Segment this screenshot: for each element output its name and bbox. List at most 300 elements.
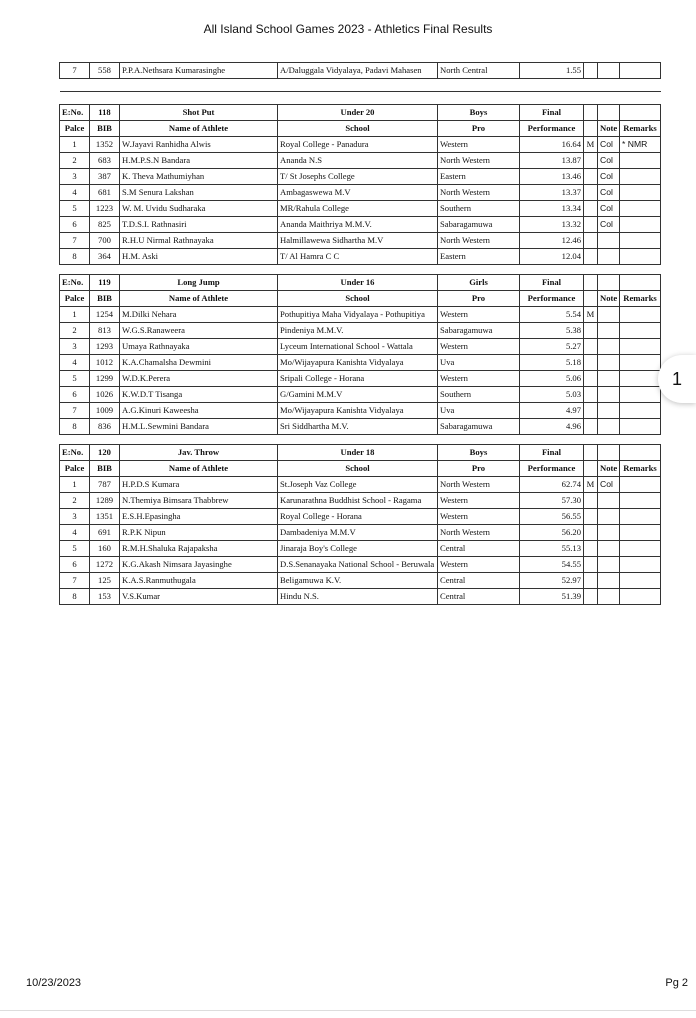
province-cell: Western	[438, 493, 520, 509]
mark-cell	[584, 371, 598, 387]
col-performance-header: Performance	[520, 461, 584, 477]
table-row	[60, 307, 661, 323]
note-cell	[598, 419, 620, 435]
col-performance-header: Performance	[520, 121, 584, 137]
note-cell	[598, 387, 620, 403]
place-cell: 2	[60, 493, 90, 509]
bib-cell: 1223	[90, 201, 120, 217]
bib-cell: 1009	[90, 403, 120, 419]
performance-cell: 13.34	[520, 201, 584, 217]
col-bib-header: BIB	[90, 291, 120, 307]
remarks-cell	[620, 557, 661, 573]
event-name: Shot Put	[120, 105, 278, 121]
mark-cell	[584, 493, 598, 509]
remarks-cell	[620, 201, 661, 217]
bib-cell: 153	[90, 589, 120, 605]
place-cell: 4	[60, 355, 90, 371]
table-row	[60, 573, 661, 589]
school-cell: D.S.Senanayaka National School - Beruwala	[278, 557, 438, 573]
note-cell	[598, 541, 620, 557]
school-cell: Ananda N.S	[278, 153, 438, 169]
province-cell: Eastern	[438, 249, 520, 265]
province-cell: Uva	[438, 403, 520, 419]
performance-cell: 12.46	[520, 233, 584, 249]
blank-cell	[598, 105, 620, 121]
round-label: Final	[520, 275, 584, 291]
mark-cell	[584, 63, 598, 79]
school-cell: Mo/Wijayapura Kanishta Vidyalaya	[278, 355, 438, 371]
mark-cell: M	[584, 477, 598, 493]
bib-cell: 813	[90, 323, 120, 339]
school-cell: Dambadeniya M.M.V	[278, 525, 438, 541]
note-cell	[598, 403, 620, 419]
note-cell	[598, 557, 620, 573]
school-cell: G/Gamini M.M.V	[278, 387, 438, 403]
table-row	[60, 493, 661, 509]
note-cell: Col	[598, 477, 620, 493]
mark-cell	[584, 323, 598, 339]
note-cell	[598, 525, 620, 541]
mark-cell	[584, 169, 598, 185]
blank-cell	[620, 105, 661, 121]
place-cell: 1	[60, 307, 90, 323]
table-row	[60, 419, 661, 435]
performance-cell: 51.39	[520, 589, 584, 605]
table-row	[60, 589, 661, 605]
gender: Girls	[438, 275, 520, 291]
note-cell	[598, 573, 620, 589]
mark-cell: M	[584, 307, 598, 323]
mark-cell	[584, 185, 598, 201]
place-cell: 7	[60, 403, 90, 419]
remarks-cell	[620, 387, 661, 403]
school-cell: Mo/Wijayapura Kanishta Vidyalaya	[278, 403, 438, 419]
event-name: Long Jump	[120, 275, 278, 291]
school-cell: T/ St Josephs College	[278, 169, 438, 185]
performance-cell: 56.20	[520, 525, 584, 541]
col-note-header: Note	[598, 461, 620, 477]
remarks-cell	[620, 419, 661, 435]
mark-cell	[584, 249, 598, 265]
note-cell	[598, 589, 620, 605]
place-cell: 6	[60, 557, 90, 573]
performance-cell: 5.38	[520, 323, 584, 339]
table-row	[60, 403, 661, 419]
place-cell: 1	[60, 137, 90, 153]
remarks-cell	[620, 185, 661, 201]
mark-cell	[584, 509, 598, 525]
remarks-cell	[620, 233, 661, 249]
table-row	[60, 185, 661, 201]
mark-cell	[584, 525, 598, 541]
spacer-row	[60, 79, 661, 92]
province-cell: North Western	[438, 477, 520, 493]
performance-cell: 5.18	[520, 355, 584, 371]
table-row	[60, 477, 661, 493]
divider	[0, 1010, 696, 1011]
performance-cell: 4.97	[520, 403, 584, 419]
remarks-cell	[620, 541, 661, 557]
mark-cell	[584, 573, 598, 589]
performance-cell: 1.55	[520, 63, 584, 79]
mark-cell	[584, 589, 598, 605]
province-cell: North Western	[438, 153, 520, 169]
remarks-cell	[620, 371, 661, 387]
performance-cell: 13.87	[520, 153, 584, 169]
col-remarks-header: Remarks	[620, 461, 661, 477]
col-school-header: School	[278, 291, 438, 307]
performance-cell: 4.96	[520, 419, 584, 435]
school-cell: T/ Al Hamra C C	[278, 249, 438, 265]
table-row	[60, 355, 661, 371]
remarks-cell	[620, 169, 661, 185]
mark-cell	[584, 387, 598, 403]
bib-cell: 1352	[90, 137, 120, 153]
performance-cell: 13.37	[520, 185, 584, 201]
col-name-header: Name of Athlete	[120, 461, 278, 477]
school-cell: Halmillawewa Sidhartha M.V	[278, 233, 438, 249]
col-place-header: Palce	[60, 291, 90, 307]
col-name-header: Name of Athlete	[120, 291, 278, 307]
place-cell: 2	[60, 323, 90, 339]
event-number: 120	[90, 445, 120, 461]
place-cell: 4	[60, 525, 90, 541]
results-table	[59, 62, 661, 605]
province-cell: Central	[438, 541, 520, 557]
province-cell: North Western	[438, 185, 520, 201]
athlete-name-cell: H.M.P.S.N Bandara	[120, 153, 278, 169]
round-label: Final	[520, 445, 584, 461]
province-cell: Central	[438, 573, 520, 589]
province-cell: Eastern	[438, 169, 520, 185]
performance-cell: 5.27	[520, 339, 584, 355]
school-cell: A/Daluggala Vidyalaya, Padavi Mahasen	[278, 63, 438, 79]
performance-cell: 54.55	[520, 557, 584, 573]
col-province-header: Pro	[438, 461, 520, 477]
school-cell: Pothupitiya Maha Vidyalaya - Pothupitiya	[278, 307, 438, 323]
blank-cell	[620, 275, 661, 291]
athlete-name-cell: W.Jayavi Ranhidha Alwis	[120, 137, 278, 153]
event-header-row	[60, 445, 661, 461]
table-row	[60, 323, 661, 339]
province-cell: North Western	[438, 233, 520, 249]
athlete-name-cell: Umaya Rathnayaka	[120, 339, 278, 355]
school-cell: Karunarathna Buddhist School - Ragama	[278, 493, 438, 509]
col-province-header: Pro	[438, 291, 520, 307]
note-cell: Col	[598, 201, 620, 217]
remarks-cell	[620, 355, 661, 371]
remarks-cell	[620, 477, 661, 493]
place-cell: 5	[60, 201, 90, 217]
spacer-row	[60, 435, 661, 445]
remarks-cell	[620, 493, 661, 509]
school-cell: Royal College - Horana	[278, 509, 438, 525]
athlete-name-cell: R.M.H.Shaluka Rajapaksha	[120, 541, 278, 557]
place-cell: 6	[60, 217, 90, 233]
province-cell: Sabaragamuwa	[438, 419, 520, 435]
athlete-name-cell: K.A.Chamalsha Dewmini	[120, 355, 278, 371]
performance-cell: 62.74	[520, 477, 584, 493]
col-bib-header: BIB	[90, 121, 120, 137]
province-cell: Southern	[438, 201, 520, 217]
bib-cell: 1012	[90, 355, 120, 371]
province-cell: North Western	[438, 525, 520, 541]
remarks-cell	[620, 509, 661, 525]
event-number-label: E:No.	[60, 105, 90, 121]
blank-cell	[584, 275, 598, 291]
athlete-name-cell: M.Dilki Nehara	[120, 307, 278, 323]
col-province-header: Pro	[438, 121, 520, 137]
column-header-row	[60, 291, 661, 307]
note-cell	[598, 371, 620, 387]
remarks-cell	[620, 323, 661, 339]
table-row	[60, 217, 661, 233]
bib-cell: 1026	[90, 387, 120, 403]
footer-date: 10/23/2023	[26, 977, 82, 989]
mark-cell: M	[584, 137, 598, 153]
note-cell	[598, 339, 620, 355]
school-cell: Jinaraja Boy's College	[278, 541, 438, 557]
province-cell: North Central	[438, 63, 520, 79]
mark-cell	[584, 153, 598, 169]
place-cell: 4	[60, 185, 90, 201]
bib-cell: 700	[90, 233, 120, 249]
note-cell: Col	[598, 153, 620, 169]
column-header-row	[60, 461, 661, 477]
bib-cell: 836	[90, 419, 120, 435]
performance-cell: 55.13	[520, 541, 584, 557]
col-name-header: Name of Athlete	[120, 121, 278, 137]
col-performance-header: Performance	[520, 291, 584, 307]
athlete-name-cell: E.S.H.Epasingha	[120, 509, 278, 525]
note-cell: Col	[598, 217, 620, 233]
bib-cell: 1351	[90, 509, 120, 525]
spacer-row	[60, 92, 661, 105]
bib-cell: 160	[90, 541, 120, 557]
place-cell: 5	[60, 541, 90, 557]
bib-cell: 683	[90, 153, 120, 169]
athlete-name-cell: P.P.A.Nethsara Kumarasinghe	[120, 63, 278, 79]
spacer-cell	[60, 79, 661, 92]
school-cell: Lyceum International School - Wattala	[278, 339, 438, 355]
place-cell: 2	[60, 153, 90, 169]
event-header-row	[60, 105, 661, 121]
note-cell: Col	[598, 185, 620, 201]
athlete-name-cell: T.D.S.I. Rathnasiri	[120, 217, 278, 233]
blank-cell	[584, 105, 598, 121]
athlete-name-cell: R.H.U Nirmal Rathnayaka	[120, 233, 278, 249]
mark-cell	[584, 355, 598, 371]
event-name: Jav. Throw	[120, 445, 278, 461]
table-row	[60, 525, 661, 541]
mark-cell	[584, 233, 598, 249]
remarks-cell	[620, 525, 661, 541]
athlete-name-cell: W.D.K.Perera	[120, 371, 278, 387]
athlete-name-cell: K.A.S.Ranmuthugala	[120, 573, 278, 589]
performance-cell: 5.54	[520, 307, 584, 323]
place-cell: 3	[60, 509, 90, 525]
mark-cell	[584, 419, 598, 435]
province-cell: Sabaragamuwa	[438, 217, 520, 233]
mark-cell	[584, 339, 598, 355]
remarks-cell	[620, 63, 661, 79]
athlete-name-cell: W. M. Uvidu Sudharaka	[120, 201, 278, 217]
athlete-name-cell: W.G.S.Ranaweera	[120, 323, 278, 339]
spacer-cell	[60, 265, 661, 275]
mark-cell	[584, 557, 598, 573]
table-row	[60, 63, 661, 79]
bib-cell: 387	[90, 169, 120, 185]
age-group: Under 16	[278, 275, 438, 291]
blank-cell	[584, 121, 598, 137]
page-number-indicator[interactable]: 1	[658, 355, 696, 403]
athlete-name-cell: A.G.Kinuri Kaweesha	[120, 403, 278, 419]
athlete-name-cell: V.S.Kumar	[120, 589, 278, 605]
school-cell: Sripali College - Horana	[278, 371, 438, 387]
mark-cell	[584, 541, 598, 557]
mark-cell	[584, 217, 598, 233]
athlete-name-cell: K.G.Akash Nimsara Jayasinghe	[120, 557, 278, 573]
blank-cell	[584, 291, 598, 307]
bib-cell: 364	[90, 249, 120, 265]
performance-cell: 52.97	[520, 573, 584, 589]
col-remarks-header: Remarks	[620, 291, 661, 307]
athlete-name-cell: R.P.K Nipun	[120, 525, 278, 541]
table-row	[60, 169, 661, 185]
province-cell: Western	[438, 557, 520, 573]
athlete-name-cell: H.P.D.S Kumara	[120, 477, 278, 493]
place-cell: 5	[60, 371, 90, 387]
col-bib-header: BIB	[90, 461, 120, 477]
school-cell: Royal College - Panadura	[278, 137, 438, 153]
blank-cell	[598, 445, 620, 461]
bib-cell: 681	[90, 185, 120, 201]
bib-cell: 691	[90, 525, 120, 541]
spacer-cell	[60, 92, 661, 105]
mark-cell	[584, 403, 598, 419]
note-cell	[598, 355, 620, 371]
event-number: 119	[90, 275, 120, 291]
event-number-label: E:No.	[60, 445, 90, 461]
table-row	[60, 387, 661, 403]
gender: Boys	[438, 105, 520, 121]
performance-cell: 5.06	[520, 371, 584, 387]
col-school-header: School	[278, 121, 438, 137]
bib-cell: 1272	[90, 557, 120, 573]
performance-cell: 13.32	[520, 217, 584, 233]
note-cell	[598, 493, 620, 509]
table-row	[60, 249, 661, 265]
performance-cell: 56.55	[520, 509, 584, 525]
province-cell: Western	[438, 339, 520, 355]
spacer-cell	[60, 435, 661, 445]
place-cell: 1	[60, 477, 90, 493]
footer-page: Pg 2	[665, 977, 688, 989]
school-cell: Pindeniya M.M.V.	[278, 323, 438, 339]
bib-cell: 1289	[90, 493, 120, 509]
table-row	[60, 137, 661, 153]
blank-cell	[584, 445, 598, 461]
table-row	[60, 557, 661, 573]
bib-cell: 558	[90, 63, 120, 79]
blank-cell	[584, 461, 598, 477]
school-cell: Ambagaswewa M.V	[278, 185, 438, 201]
note-cell	[598, 509, 620, 525]
athlete-name-cell: K.W.D.T Tisanga	[120, 387, 278, 403]
event-number: 118	[90, 105, 120, 121]
col-place-header: Palce	[60, 121, 90, 137]
province-cell: Sabaragamuwa	[438, 323, 520, 339]
athlete-name-cell: H.M. Aski	[120, 249, 278, 265]
table-row	[60, 153, 661, 169]
age-group: Under 18	[278, 445, 438, 461]
school-cell: Beligamuwa K.V.	[278, 573, 438, 589]
note-cell	[598, 249, 620, 265]
place-cell: 8	[60, 589, 90, 605]
note-cell: Col	[598, 137, 620, 153]
col-note-header: Note	[598, 121, 620, 137]
athlete-name-cell: S.M Senura Lakshan	[120, 185, 278, 201]
table-row	[60, 541, 661, 557]
bib-cell: 1254	[90, 307, 120, 323]
round-label: Final	[520, 105, 584, 121]
column-header-row	[60, 121, 661, 137]
table-row	[60, 201, 661, 217]
remarks-cell	[620, 217, 661, 233]
remarks-cell	[620, 403, 661, 419]
event-number-label: E:No.	[60, 275, 90, 291]
bib-cell: 125	[90, 573, 120, 589]
remarks-cell	[620, 307, 661, 323]
province-cell: Western	[438, 371, 520, 387]
place-cell: 3	[60, 339, 90, 355]
table-row	[60, 371, 661, 387]
remarks-cell	[620, 589, 661, 605]
athlete-name-cell: H.M.L.Sewmini Bandara	[120, 419, 278, 435]
remarks-cell	[620, 249, 661, 265]
athlete-name-cell: N.Themiya Bimsara Thabbrew	[120, 493, 278, 509]
mark-cell	[584, 201, 598, 217]
gender: Boys	[438, 445, 520, 461]
col-remarks-header: Remarks	[620, 121, 661, 137]
col-school-header: School	[278, 461, 438, 477]
province-cell: Southern	[438, 387, 520, 403]
col-place-header: Palce	[60, 461, 90, 477]
province-cell: Western	[438, 137, 520, 153]
place-cell: 7	[60, 63, 90, 79]
table-row	[60, 339, 661, 355]
school-cell: Sri Siddhartha M.V.	[278, 419, 438, 435]
table-row	[60, 233, 661, 249]
place-cell: 7	[60, 573, 90, 589]
note-cell	[598, 233, 620, 249]
event-header-row	[60, 275, 661, 291]
performance-cell: 57.30	[520, 493, 584, 509]
performance-cell: 13.46	[520, 169, 584, 185]
province-cell: Western	[438, 307, 520, 323]
remarks-cell	[620, 339, 661, 355]
place-cell: 7	[60, 233, 90, 249]
province-cell: Central	[438, 589, 520, 605]
bib-cell: 1293	[90, 339, 120, 355]
note-cell: Col	[598, 169, 620, 185]
school-cell: Hindu N.S.	[278, 589, 438, 605]
place-cell: 6	[60, 387, 90, 403]
performance-cell: 12.04	[520, 249, 584, 265]
province-cell: Uva	[438, 355, 520, 371]
remarks-cell: * NMR	[620, 137, 661, 153]
bib-cell: 1299	[90, 371, 120, 387]
